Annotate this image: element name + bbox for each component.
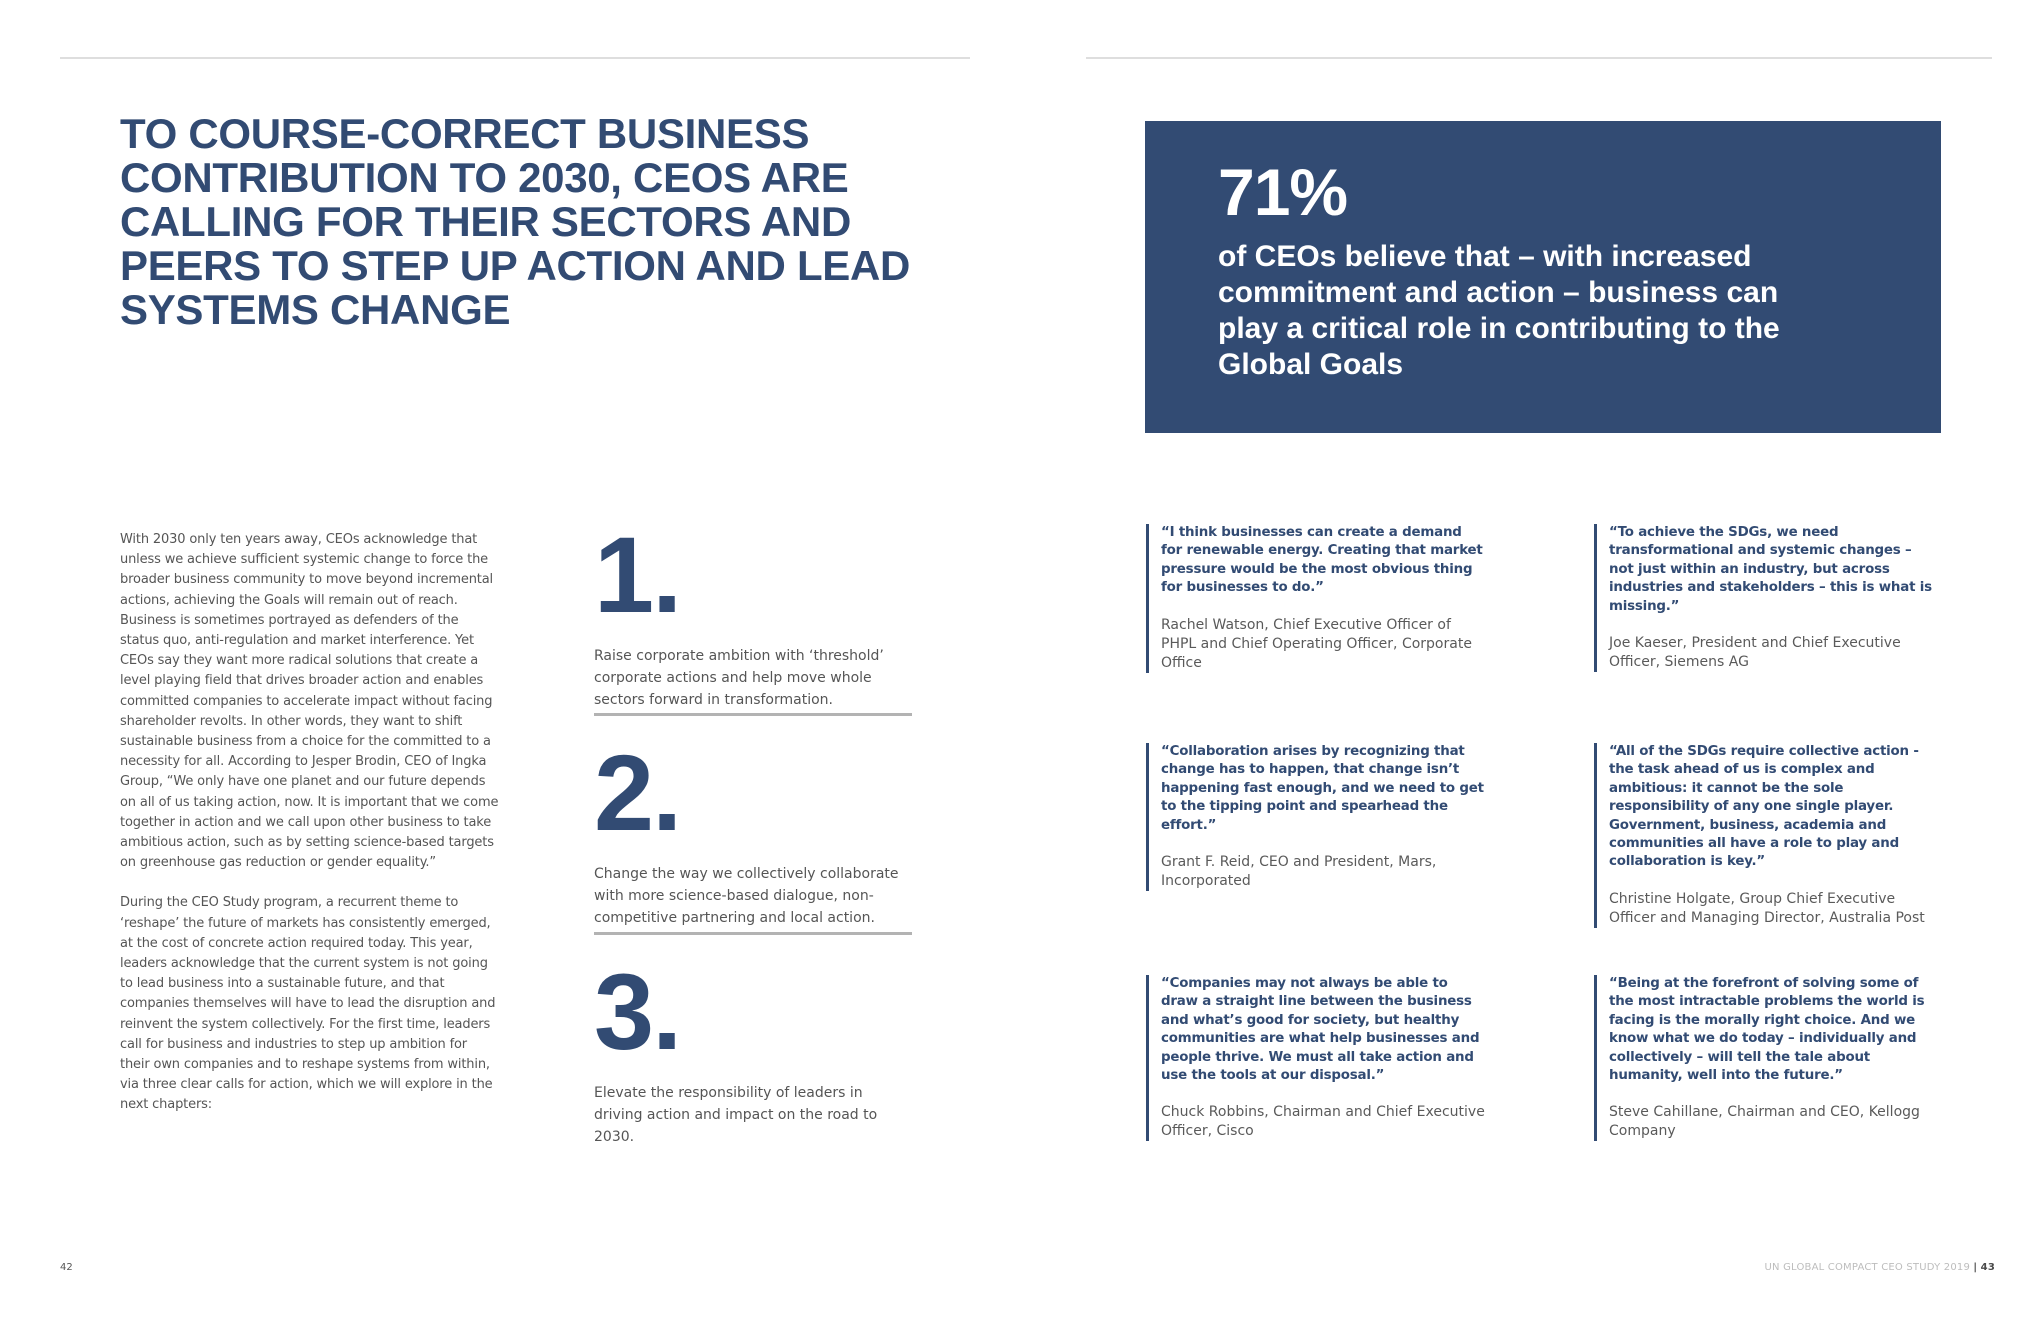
quote-attribution: Joe Kaeser, President and Chief Executive Officer, Siemens AG <box>1609 635 1901 671</box>
quote-text: “To achieve the SDGs, we need transformational and systemic changes – not just within an industry, but across industries and stakeholders – this is what is missing.” <box>1609 525 1932 614</box>
action-text: Change the way we collectively collaborate with more science-based dialogue, non-competitive partnering and local action. <box>594 866 899 926</box>
call-to-action-2 <box>594 732 914 929</box>
call-to-action-1 <box>594 514 914 711</box>
top-rule-left <box>60 57 970 59</box>
stat-value: 71% <box>1218 155 1348 229</box>
page-number-left: 42 <box>60 1262 73 1273</box>
top-rule-right <box>1086 57 1992 59</box>
stat-callout-box <box>1145 121 1941 433</box>
action-divider <box>594 713 912 716</box>
quote-card <box>1146 975 1486 1141</box>
action-text: Elevate the responsibility of leaders in driving action and impact on the road to 2030. <box>594 1085 878 1145</box>
quote-text: “Being at the forefront of solving some of the most intractable problems the world is facing is the morally right choice. And we know what we do today – individually and collectively – will tell the tale about humanity, well into the future.” <box>1609 976 1925 1084</box>
action-number: 1. <box>594 514 681 635</box>
page-number-right: 43 <box>1980 1262 1995 1273</box>
quote-attribution: Steve Cahillane, Chairman and CEO, Kellogg Company <box>1609 1104 1920 1140</box>
intro-text <box>120 530 500 1136</box>
footer-publication <box>1765 1262 1995 1273</box>
quote-text: “All of the SDGs require collective action - the task ahead of us is complex and ambitious: it cannot be the sole responsibility of any one single player. Government, business, academia and communities all have a role to play and collaboration is key.” <box>1609 744 1919 870</box>
page-headline: TO COURSE-CORRECT BUSINESS CONTRIBUTION TO 2030, CEOS ARE CALLING FOR THEIR SECTORS AND PEERS TO STEP UP ACTION AND LEAD SYSTEMS CHANGE <box>120 110 911 333</box>
quote-attribution: Grant F. Reid, CEO and President, Mars, Incorporated <box>1161 854 1437 890</box>
footer-separator: | <box>1973 1262 1978 1273</box>
quote-text: “Companies may not always be able to draw a straight line between the business and what’s good for society, but healthy communities are what help businesses and people thrive. We must all take action and use the tools at our disposal.” <box>1161 976 1480 1084</box>
publication-title: UN GLOBAL COMPACT CEO STUDY 2019 <box>1764 1262 1971 1273</box>
stat-text: of CEOs believe that – with increased commitment and action – business can play a critical role in contributing to the Global Goals <box>1218 240 1780 381</box>
call-to-action-3 <box>594 951 914 1148</box>
action-number: 2. <box>594 732 681 853</box>
quote-card <box>1594 975 1934 1141</box>
quote-text: “I think businesses can create a demand for renewable energy. Creating that market pressure would be the most obvious thing for businesses to do.” <box>1161 525 1483 596</box>
quote-attribution: Rachel Watson, Chief Executive Officer of PHPL and Chief Operating Officer, Corporate Office <box>1161 616 1472 671</box>
quote-card <box>1146 743 1486 891</box>
quote-text: “Collaboration arises by recognizing that change has to happen, that change isn’t happening fast enough, and we need to get to the tipping point and spearhead the effort.” <box>1161 744 1484 833</box>
quote-card <box>1594 743 1934 928</box>
intro-paragraph: With 2030 only ten years away, CEOs acknowledge that unless we achieve sufficient systemic change to force the broader business community to move beyond incremental actions, achieving the Goals will remain out of reach. Business is sometimes portrayed as defenders of the status quo, anti-regulation and market interference. Yet CEOs say they want more radical solutions that create a level playing field that drives broader action and enables committed companies to accelerate impact without facing shareholder revolts. In other words, they want to shift sustainable business from a choice for the committed to a necessity for all. According to Jesper Brodin, CEO of Ingka Group, “We only have one planet and our future depends on all of us taking action, now. It is important that we come together in action and we call upon other business to take ambitious action, such as by setting science-based targets on greenhouse gas reduction or gender equality.” <box>120 532 499 871</box>
quote-card <box>1594 524 1934 672</box>
intro-paragraph: During the CEO Study program, a recurrent theme to ‘reshape’ the future of markets has consistently emerged, at the cost of concrete action required today. This year, leaders acknowledge that the current system is not going to lead business into a sustainable future, and that companies themselves will have to lead the disruption and reinvent the system collectively. For the first time, leaders call for business and industries to step up ambition for their own companies and to reshape systems from within, via three clear calls for action, which we will explore in the next chapters: <box>120 895 496 1113</box>
action-text: Raise corporate ambition with ‘threshold’ corporate actions and help move whole sectors forward in transformation. <box>594 648 884 708</box>
action-divider <box>594 932 912 935</box>
quote-card <box>1146 524 1486 673</box>
quote-attribution: Chuck Robbins, Chairman and Chief Executive Officer, Cisco <box>1161 1104 1485 1140</box>
action-number: 3. <box>594 951 681 1072</box>
quote-attribution: Christine Holgate, Group Chief Executive Officer and Managing Director, Australia Post <box>1609 890 1925 926</box>
